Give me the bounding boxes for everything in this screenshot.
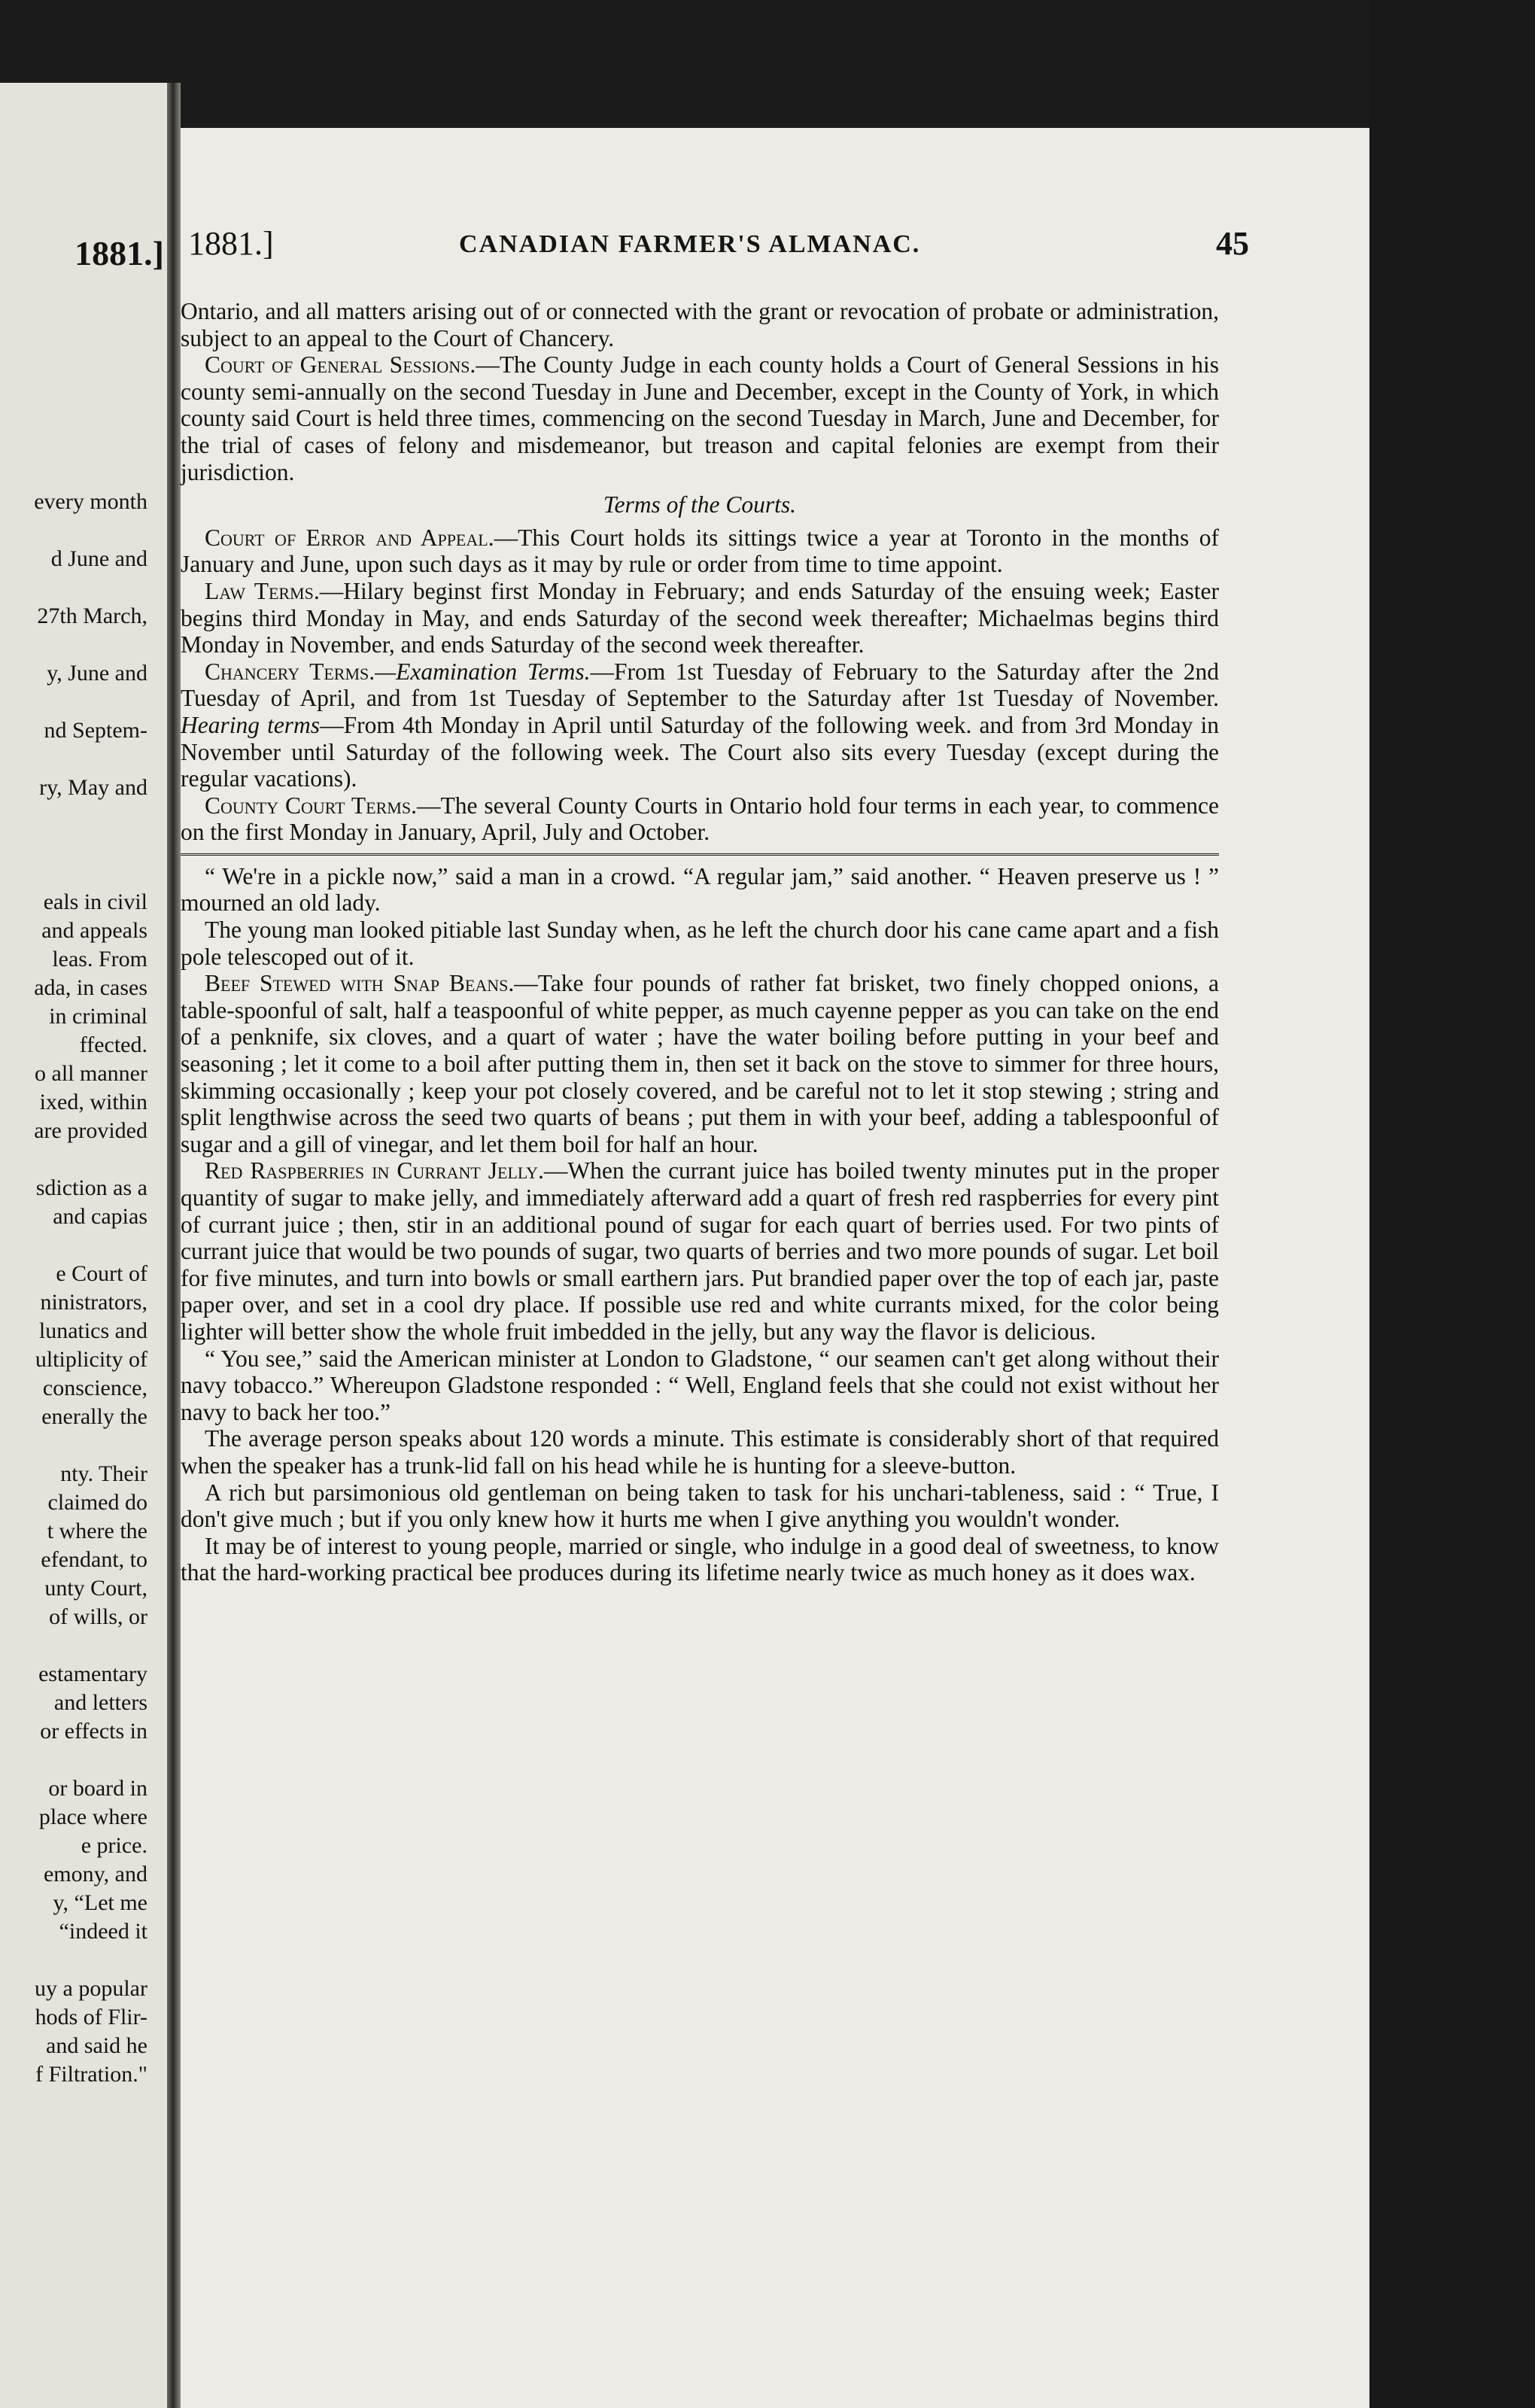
left-page-line: “indeed it (59, 1919, 147, 1944)
paragraph-text: —From 1st Tuesday of February to the Saturday after the 2nd Tuesday of April, and from 1st Tuesday of September to the Saturday after 1st Tuesday of November. (181, 658, 1220, 712)
left-page-line (0, 1231, 147, 1260)
left-page-line: eals in civil (43, 889, 147, 914)
left-page-line: enerally the (41, 1404, 147, 1429)
left-page-line (0, 1145, 147, 1174)
left-page-line: estamentary (38, 1662, 147, 1686)
paragraph-text: —Hilary beginst first Monday in February; and ends Saturday of the ensuing week; Easter begins third Monday in May, and ends Saturday of the second week thereafter; Michaelmas begins third Monday in November, and ends Saturday of the second week thereafter. (181, 577, 1219, 658)
left-page-line (0, 1631, 147, 1660)
left-page-line: and letters (53, 1690, 147, 1715)
left-page-line: or effects in (40, 1719, 147, 1744)
page-number: 45 (1216, 225, 1249, 262)
left-page-line: every month (34, 489, 147, 514)
left-page-line: e price. (81, 1833, 147, 1858)
left-page-line: are provided (34, 1118, 147, 1143)
paragraph-error-appeal (181, 524, 1219, 578)
left-page-line: 27th March, (37, 604, 147, 628)
left-page-line (0, 516, 147, 545)
run-in-heading: Red Raspberries in Currant Jelly. (205, 1157, 544, 1184)
left-page-line (0, 573, 147, 602)
section-heading: Terms of the Courts. (603, 491, 797, 518)
scan-background (1369, 0, 1535, 2408)
left-page-line (0, 1946, 147, 1975)
paragraph-parsimonious: A rich but parsimonious old gentleman on being taken to task for his unchari-tableness, said : “ True, I don't give much ; but if you only knew how it hurts me when I give anything you wouldn't wonder. (181, 1479, 1219, 1533)
left-page-line: ada, in cases (34, 975, 147, 1000)
left-page-line (0, 831, 147, 859)
left-page-line: nd Septem- (44, 718, 147, 743)
left-page-header: 1881.] (74, 234, 164, 272)
left-page-line: and said he (46, 2033, 147, 2058)
left-page-line: efendant, to (41, 1547, 147, 1572)
left-page-line: ixed, within (39, 1090, 147, 1114)
left-page-line: y, “Let me (53, 1890, 147, 1915)
header-year: 1881.] (188, 225, 274, 262)
paragraph-text: —When the currant juice has boiled twenty minutes put in the proper quantity of sugar to make jelly, and immediately afterward add a quart of fresh red raspberries for every pint of currant juice ; then, stir in an additional pound of sugar for each quart of berries used. For two pints of currant juice that would be two pounds of sugar, two quarts of berries and two more pounds of sugar. Let boil for five minutes, and turn into bowls or small earthern jars. Put brandied paper over the top of each jar, paste paper over, and set in a cool dry place. If possible use red and white currants mixed, for the color being lighter will better show the whole fruit imbedded in the jelly, but any way the flavor is delicious. (181, 1157, 1219, 1345)
left-page-line (0, 1431, 147, 1460)
paragraph-text: —From 4th Monday in April until Saturday of the following week. and from 3rd Monday in November until Saturday of the following week. The Court also sits every Tuesday (except during the regular vacations). (181, 711, 1219, 792)
left-page-line: d June and (50, 546, 147, 571)
paragraph-gladstone: “ You see,” said the American minister at London to Gladstone, “ our seamen can't get along without their navy tobacco.” Whereupon Gladstone responded : “ Well, England feels that she could not exist without her navy to back her too.” (181, 1345, 1219, 1425)
left-page-line: ry, May and (39, 775, 147, 800)
left-page-line: nty. Their (60, 1461, 147, 1486)
paragraph-bee: It may be of interest to young people, married or single, who indulge in a good deal of sweetness, to know that the hard-working practical bee produces during its lifetime nearly twice as much honey as it does wax. (181, 1532, 1219, 1586)
left-page-line: sdiction as a (35, 1175, 147, 1200)
book-gutter (167, 83, 181, 2408)
italic-phrase: —Examination Terms. (375, 658, 591, 685)
paragraph-words-minute: The average person speaks about 120 words a minute. This estimate is considerably short of that required when the speaker has a trunk-lid fall on his head while he is hunting for a sleeve-button. (181, 1425, 1219, 1479)
left-page-line: place where (38, 1804, 147, 1829)
left-page-line: in criminal (49, 1004, 147, 1029)
run-in-heading: Court of General Sessions. (205, 351, 476, 379)
left-page-line (0, 688, 147, 716)
paragraph-text: —This Court holds its sittings twice a year at Toronto in the months of January and June, upon such days as it may by rule or order from time to time appoint. (181, 524, 1219, 578)
run-in-heading: Law Terms. (205, 577, 320, 604)
left-page-line: lunatics and (38, 1318, 147, 1343)
left-page-line (0, 631, 147, 659)
paragraph-chancery-terms (181, 658, 1219, 792)
paragraph-general-sessions (181, 351, 1219, 485)
left-page-line: leas. From (52, 947, 147, 971)
paragraph-probate: Ontario, and all matters arising out of or connected with the grant or revocation of probate or administration, subject to an appeal to the Court of Chancery. (181, 298, 1219, 351)
paragraph-beef-recipe (181, 970, 1219, 1157)
page-body (181, 298, 1219, 1586)
left-page-text (0, 488, 147, 2089)
left-page-line: t where the (47, 1519, 147, 1543)
left-page-line (0, 745, 147, 774)
left-page-line: ffected. (79, 1032, 147, 1057)
left-page-line: hods of Flir- (35, 2005, 147, 2029)
run-in-heading: Beef Stewed with Snap Beans. (205, 970, 515, 997)
left-page-line (0, 1746, 147, 1774)
paragraph-raspberry-recipe (181, 1157, 1219, 1345)
left-page-line: and capias (53, 1204, 147, 1229)
left-page-line: emony, and (43, 1862, 147, 1887)
running-header (188, 224, 1249, 269)
left-page-line: ninistrators, (40, 1290, 147, 1315)
header-title: CANADIAN FARMER'S ALMANAC. (459, 230, 921, 258)
left-page-line (0, 802, 147, 831)
left-page-line: o all manner (35, 1061, 147, 1086)
section-rule (181, 853, 1219, 856)
paragraph-law-terms (181, 578, 1219, 658)
run-in-heading: Court of Error and Appeal. (205, 524, 494, 551)
paragraph-text: —The County Judge in each county holds a Court of General Sessions in his county semi-annually on the second Tuesday in June and December, except in the County of York, in which county said Court is held three times, commencing on the second Tuesday in March, June and December, for the trial of cases of felony and misdemeanor, but treason and capital felonies are exempt from their jurisdiction. (181, 351, 1219, 485)
paragraph-text: —The several County Courts in Ontario hold four terms in each year, to commence on the first Monday in January, April, July and October. (181, 792, 1219, 846)
left-page-line: f Filtration." (35, 2062, 147, 2087)
left-page-line: y, June and (47, 661, 147, 686)
paragraph-text: —Take four pounds of rather fat brisket, two finely chopped onions, a table-spoonful of salt, half a teaspoonful of white pepper, as much cayenne pepper as you can take on the end of a penknife, six cloves, and a quart of water ; have the water boiling before putting in your beef and seasoning ; let it come to a boil after putting them in, then set it back on the stove to simmer for three hours, skimming occasionally ; keep your pot closely covered, and be careful not to let it stop stewing ; string and split lengthwise across the seed two quarts of beans ; put them in with your beef, adding a tablespoonful of sugar and a gill of vinegar, and let them boil for half an hour. (181, 970, 1220, 1157)
left-page-line: and appeals (41, 918, 147, 943)
left-page-line: e Court of (56, 1261, 147, 1286)
left-page-line: conscience, (42, 1376, 147, 1400)
left-page-line: of wills, or (49, 1604, 147, 1629)
left-page-line: unty Court, (44, 1576, 147, 1601)
run-in-heading: Chancery Terms. (205, 658, 375, 685)
left-page (0, 83, 167, 2408)
left-page-line: uy a popular (35, 1976, 147, 2001)
paragraph-fish-pole: The young man looked pitiable last Sunday when, as he left the church door his cane came apart and a fish pole telescoped out of it. (181, 917, 1219, 970)
paragraph-pickle: “ We're in a pickle now,” said a man in a crowd. “A regular jam,” said another. “ Heaven preserve us ! ” mourned an old lady. (181, 862, 1219, 917)
italic-phrase: Hearing terms (181, 711, 321, 738)
run-in-heading: County Court Terms. (205, 792, 417, 819)
paragraph-county-court-terms (181, 792, 1219, 846)
left-page-line: or board in (48, 1776, 147, 1801)
left-page-line (0, 859, 147, 888)
left-page-line: claimed do (47, 1490, 147, 1515)
left-page-line: ultiplicity of (35, 1347, 147, 1372)
